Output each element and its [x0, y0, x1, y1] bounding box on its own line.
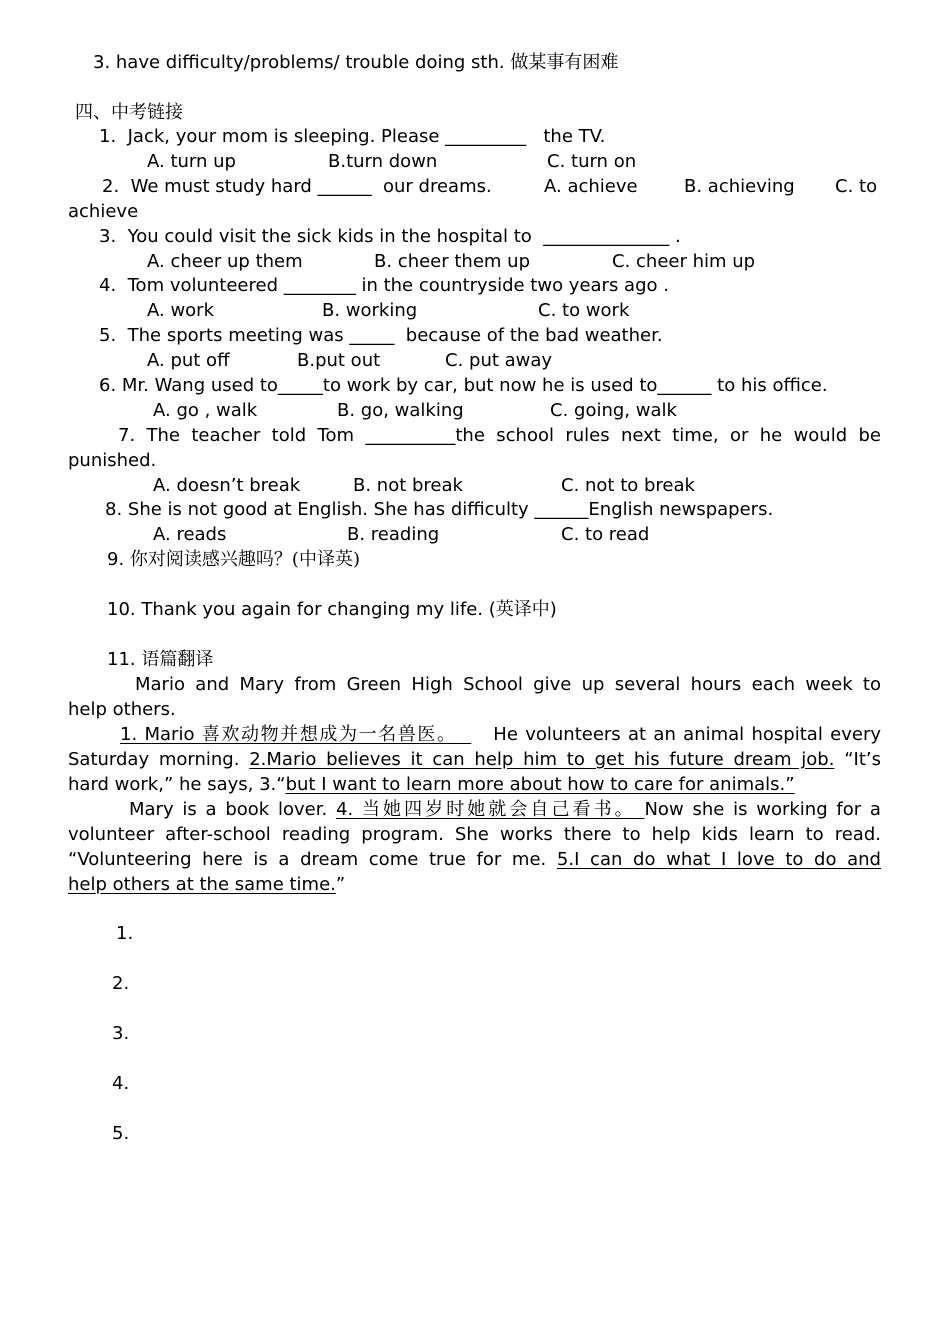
passage-line-8-start: “Volunteering here is a dream come true for me.	[68, 849, 547, 870]
q1-option-c: C. turn on	[547, 151, 637, 172]
q9-text: 你对阅读感兴趣吗？(中译英)	[129, 549, 360, 570]
question-5-stem: 5. The sports meeting was _____ because of the bad weather.	[99, 325, 663, 346]
passage-line-6-end: Now she is working for a	[644, 799, 881, 820]
passage-line-4	[68, 747, 881, 772]
q2-option-b: B. achieving	[684, 176, 795, 197]
q4-option-c: C. to work	[538, 300, 630, 321]
q5-option-a: A. put off	[147, 350, 230, 371]
passage-line-6	[129, 797, 881, 822]
question-3-stem: 3. You could visit the sick kids in the hospital to ______________ .	[99, 226, 681, 247]
q4-option-b: B. working	[322, 300, 418, 321]
answer-label-5: 5.	[112, 1123, 130, 1144]
sentence-5-part-2: help others at the same time.	[68, 874, 336, 895]
q11-text: 语篇翻译	[141, 649, 214, 670]
q4-option-a: A. work	[147, 300, 214, 321]
passage-line-5	[68, 772, 795, 797]
question-2-stem: 2. We must study hard ______ our dreams.	[102, 176, 492, 197]
q3-option-a: A. cheer up them	[147, 251, 303, 272]
q8-option-c: C. to read	[561, 524, 650, 545]
q2-option-c-cont: achieve	[68, 201, 139, 222]
sentence-1-num: 1. Mario	[120, 724, 195, 745]
passage-line-2: help others.	[68, 699, 176, 720]
q10-close: )	[549, 599, 557, 620]
sentence-5-part-1: 5.I can do what I love to do and	[556, 849, 881, 870]
passage-line-5-start: hard work,” he says, 3.“	[68, 774, 286, 795]
passage-line-3	[120, 722, 881, 747]
q6-option-c: C. going, walk	[550, 400, 677, 421]
closing-quote: ”	[335, 874, 346, 895]
q8-option-a: A. reads	[153, 524, 227, 545]
passage-line-4-start: Saturday morning.	[68, 749, 240, 770]
q9-number: 9.	[107, 549, 125, 570]
sentence-1	[120, 724, 471, 745]
phrase-item-3	[93, 50, 618, 75]
question-7-stem-cont: punished.	[68, 450, 157, 471]
question-11	[107, 647, 213, 672]
q1-option-a: A. turn up	[147, 151, 236, 172]
q6-option-a: A. go , walk	[153, 400, 258, 421]
q8-option-b: B. reading	[347, 524, 440, 545]
q1-option-b: B.turn down	[328, 151, 438, 172]
q7-option-b: B. not break	[353, 475, 463, 496]
answer-label-2: 2.	[112, 973, 130, 994]
sentence-2: 2.Mario believes it can help him to get his future dream job.	[249, 749, 835, 770]
q10-text: 10. Thank you again for changing my life. (	[107, 599, 496, 620]
passage-line-1: Mario and Mary from Green High School give up several hours each week to	[135, 674, 881, 695]
question-1-stem: 1. Jack, your mom is sleeping. Please _________ the TV.	[99, 126, 606, 147]
passage-line-7: volunteer after-school reading program. She works there to help kids learn to read.	[68, 824, 881, 845]
q10-tag: 英译中	[495, 599, 550, 620]
passage-line-9	[68, 872, 345, 897]
sentence-4-cn: 当她四岁时她就会自己看书。	[361, 799, 636, 820]
question-6-stem: 6. Mr. Wang used to_____to work by car, but now he is used to______ to his office.	[99, 375, 828, 396]
question-4-stem: 4. Tom volunteered ________ in the countryside two years ago .	[99, 275, 669, 296]
q11-number: 11.	[107, 649, 136, 670]
phrase-meaning: 做某事有困难	[510, 52, 619, 73]
question-7-stem: 7. The teacher told Tom __________the school rules next time, or he would be	[118, 425, 881, 446]
q7-option-c: C. not to break	[561, 475, 695, 496]
phrase-english: 3. have difficulty/problems/ trouble doing sth.	[93, 52, 505, 73]
q5-option-c: C. put away	[445, 350, 553, 371]
question-8-stem: 8. She is not good at English. She has difficulty ______English newspapers.	[105, 499, 774, 520]
passage-line-8	[68, 847, 881, 872]
passage-line-6-start: Mary is a book lover.	[129, 799, 328, 820]
answer-label-3: 3.	[112, 1023, 130, 1044]
sentence-4	[336, 799, 644, 820]
answer-label-4: 4.	[112, 1073, 130, 1094]
sentence-4-num: 4.	[336, 799, 354, 820]
answer-label-1: 1.	[116, 923, 134, 944]
question-9	[107, 547, 360, 572]
q3-option-b: B. cheer them up	[374, 251, 530, 272]
q5-option-b: B.put out	[297, 350, 381, 371]
question-10	[107, 597, 557, 622]
sentence-3: but I want to learn more about how to care for animals.”	[285, 774, 795, 795]
passage-line-3-rest: He volunteers at an animal hospital every	[493, 724, 881, 745]
section-title: 四、中考链接	[75, 102, 183, 123]
q6-option-b: B. go, walking	[337, 400, 464, 421]
sentence-1-cn: 喜欢动物并想成为一名兽医。	[201, 724, 457, 745]
q2-option-a: A. achieve	[544, 176, 638, 197]
q2-option-c: C. to	[835, 176, 878, 197]
passage-line-4-end: “It’s	[844, 749, 881, 770]
q7-option-a: A. doesn’t break	[153, 475, 301, 496]
q3-option-c: C. cheer him up	[612, 251, 756, 272]
